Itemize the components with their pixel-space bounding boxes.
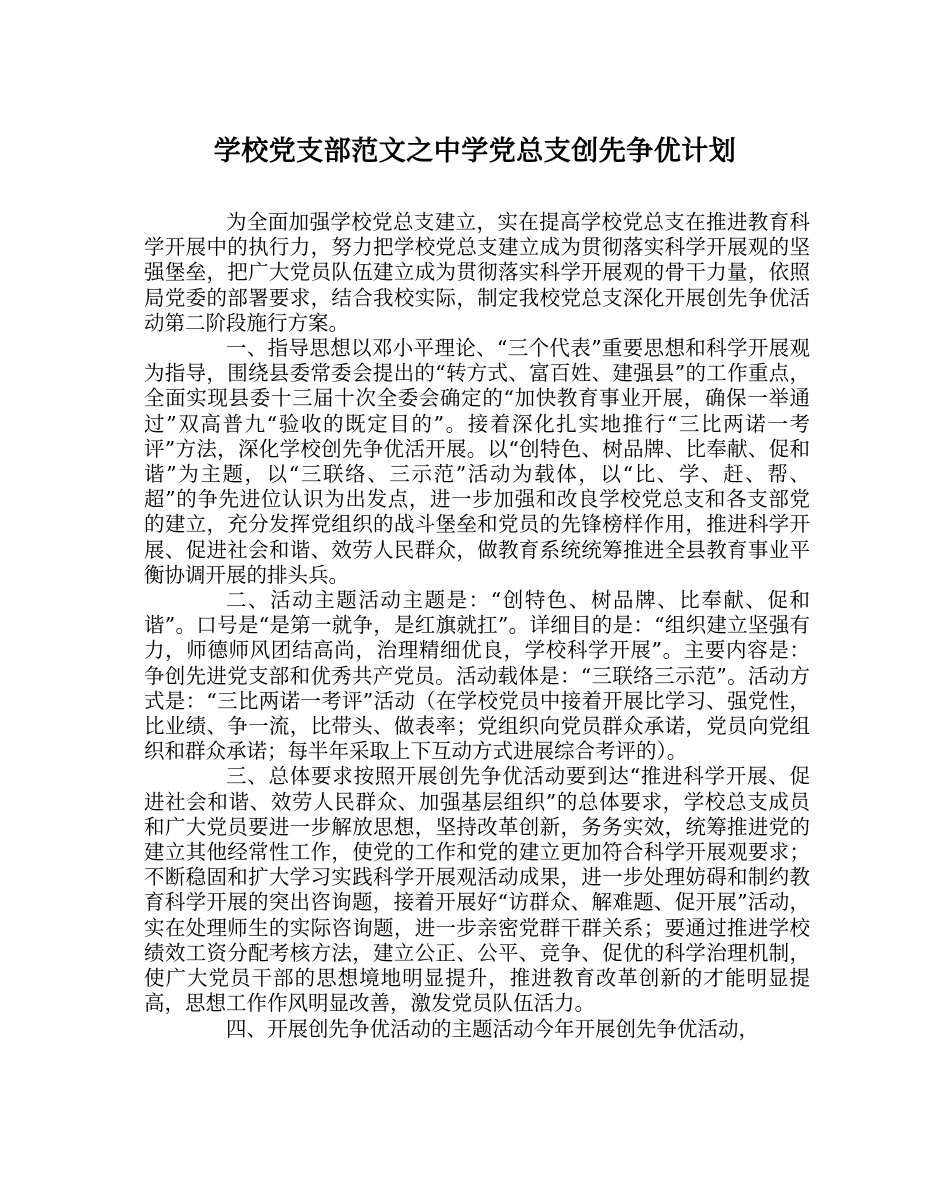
paragraph-overall-requirements: 三、总体要求按照开展创先争优活动要到达“推进科学开展、促进社会和谐、效劳人民群众、加强基层组织”的总体要求，学校总支成员和广大党员要进一步解放思想，坚持改革创新，务务实效，统筹推进党的建立其他经常性工作，使党的工作和党的建立更加符合科学开展观要求；不断稳固和扩大学习实践科学开展观活动成果，进一步处理妨碍和制约教育科学开展的突出咨询题，接着开展好“访群众、解难题、促开展”活动，实在处理师生的实际咨询题，进一步亲密党群干群关系；要通过推进学校绩效工资分配考核方法，建立公正、公平、竞争、促优的科学治理机制，使广大党员干部的思想境地明显提升，推进教育改革创新的才能明显提高，思想工作作风明显改善，激发党员队伍活力。 [144,764,810,1016]
paragraph-main-activities: 四、开展创先争优活动的主题活动今年开展创先争优活动， [226,1016,759,1041]
paragraph-guiding-thought: 一、指导思想以邓小平理论、“三个代表”重要思想和科学开展观为指导，围绕县委常委会提出的“转方式、富百姓、建强县”的工作重点，全面实现县委十三届十次全委会确定的“加快教育事业开展，确保一举通过”双高普九“验收的既定目的”。接着深化扎实地推行“三比两诺一考评”方法，深化学校创先争优活开展。以“创特色、树品牌、比奉献、促和谐”为主题，以“三联络、三示范”活动为载体，以“比、学、赶、帮、超”的争先进位认识为出发点，进一步加强和改良学校党总支和各支部党的建立，充分发挥党组织的战斗堡垒和党员的先锋榜样作用，推进科学开展、促进社会和谐、效劳人民群众，做教育系统统筹推进全县教育事业平衡协调开展的排头兵。 [144,336,810,587]
document-title: 学校党支部范文之中学党总支创先争优计划 [213,136,737,167]
document-body [144,210,810,1042]
paragraph-activity-theme: 二、活动主题活动主题是：“创特色、树品牌、比奉献、促和谐”。口号是“是第一就争，是红旗就扛”。详细目的是：“组织建立坚强有力，师德师风团结高尚，治理精细优良，学校科学开展”。主要内容是：争创先进党支部和优秀共产党员。活动载体是：“三联络三示范”。活动方式是：“三比两诺一考评”活动（在学校党员中接着开展比学习、强党性，比业绩、争一流，比带头、做表率；党组织向党员群众承诺，党员向党组织和群众承诺；每半年采取上下互动方式进展综合考评的）。 [144,588,810,764]
paragraph-intro: 为全面加强学校党总支建立，实在提高学校党总支在推进教育科学开展中的执行力，努力把学校党总支建立成为贯彻落实科学开展观的坚强堡垒，把广大党员队伍建立成为贯彻落实科学开展观的骨干力量，依照局党委的部署要求，结合我校实际，制定我校党总支深化开展创先争优活动第二阶段施行方案。 [144,210,810,335]
